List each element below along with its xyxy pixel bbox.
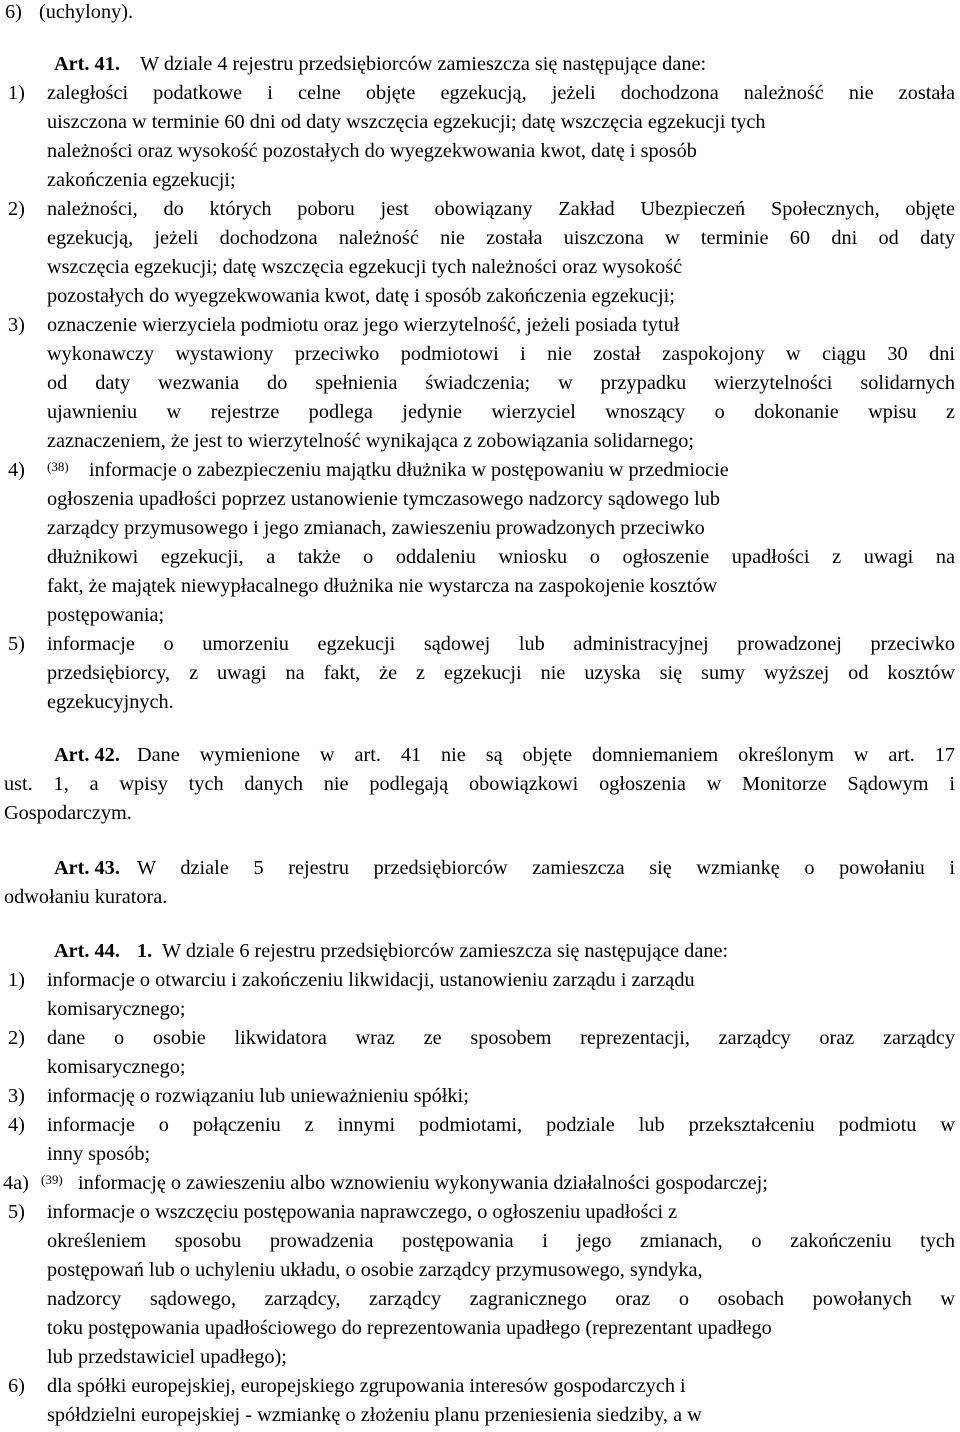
text-line	[0, 311, 960, 340]
item-number: 3)	[8, 1085, 25, 1107]
text-line	[0, 514, 960, 543]
text-line	[0, 195, 960, 224]
item-text: ujawnieniu w rejestrze podlega jedynie wierzyciel wnoszący o dokonanie wpisu z	[47, 401, 955, 423]
item-text: ogłoszenia upadłości poprzez ustanowienie tymczasowego nadzorcy sądowego lub	[47, 488, 721, 510]
item-text: zakończenia egzekucji;	[47, 169, 236, 191]
item-text: informację o rozwiązaniu lub unieważnieniu spółki;	[47, 1085, 469, 1107]
text-line	[0, 427, 960, 456]
text-line	[0, 398, 960, 427]
item-text: fakt, że majątek niewypłacalnego dłużnika nie wystarcza na zaspokojenie kosztów	[47, 575, 718, 597]
item-text: informacje o umorzeniu egzekucji sądowej lub administracyjnej prowadzonej przeciwko	[47, 633, 955, 655]
item-number: 4)	[8, 1114, 25, 1136]
item-text: pozostałych do wyegzekwowania kwot, datę i sposób zakończenia egzekucji;	[47, 285, 675, 307]
item-number: 2)	[8, 198, 25, 220]
text-line	[0, 688, 960, 717]
item-text: toku postępowania upadłościowego do reprezentowania upadłego (reprezentant upadłego	[47, 1317, 772, 1339]
article-text: ust. 1, a wpisy tych danych nie podlegają obowiązkowi ogłoszenia w Monitorze Sądowym i	[4, 773, 955, 795]
text-line	[0, 1372, 960, 1401]
item-text: nadzorcy sądowego, zarządcy, zarządcy zagranicznego oraz o osobach powołanych w	[47, 1288, 955, 1310]
text-line	[0, 1053, 960, 1082]
text-line	[0, 1227, 960, 1256]
item-number: 2)	[8, 1027, 25, 1049]
item-text: dla spółki europejskiej, europejskiego zgrupowania interesów gospodarczych i	[47, 1375, 686, 1397]
text-line	[0, 572, 960, 601]
item-text: inny sposób;	[47, 1143, 151, 1165]
text-line	[0, 108, 960, 137]
item-text: wykonawczy wystawiony przeciwko podmiotowi i nie został zaspokojony w ciągu 30 dni	[47, 343, 955, 365]
item-text: zarządcy przymusowego i jego zmianach, zawieszeniu prowadzonych przeciwko	[47, 517, 705, 539]
item-text: spółdzielni europejskiej - wzmiankę o złożeniu planu przeniesienia siedziby, a w	[47, 1404, 702, 1426]
article-label: Art. 43.	[54, 857, 120, 879]
text-line	[0, 1314, 960, 1343]
text-line	[0, 456, 960, 485]
item-text: (uchylony).	[39, 1, 134, 23]
article-41-heading	[0, 50, 960, 79]
text-line	[0, 630, 960, 659]
item-text: informacje o połączeniu z innymi podmiotami, podziale lub przekształceniu podmiotu w	[47, 1114, 955, 1136]
text-line	[0, 253, 960, 282]
text-line	[0, 966, 960, 995]
text-line	[0, 659, 960, 688]
text-line	[0, 79, 960, 108]
article-text: Dane wymienione w art. 41 nie są objęte domniemaniem określonym w art. 17	[137, 744, 955, 766]
text-line	[0, 137, 960, 166]
text-line	[0, 224, 960, 253]
article-text: W dziale 5 rejestru przedsiębiorców zamieszcza się wzmiankę o powołaniu i	[137, 857, 955, 879]
item-number: 3)	[8, 314, 25, 336]
item-text: należności oraz wysokość pozostałych do wyegzekwowania kwot, datę i sposób	[47, 140, 697, 162]
text-line	[0, 369, 960, 398]
item-text: dane o osobie likwidatora wraz ze sposobem reprezentacji, zarządcy oraz zarządcy	[47, 1027, 955, 1049]
item-text: zaznaczeniem, że jest to wierzytelność wynikająca z zobowiązania solidarnego;	[47, 430, 694, 452]
article-label: Art. 41.	[54, 53, 120, 75]
text-line	[0, 1401, 960, 1430]
article-42-heading	[0, 741, 960, 770]
item-number: 6)	[5, 1, 22, 23]
article-text: Gospodarczym.	[4, 802, 132, 824]
item-text: wszczęcia egzekucji; datę wszczęcia egzekucji tych należności oraz wysokość	[47, 256, 683, 278]
item-text: komisarycznego;	[47, 998, 186, 1020]
item-text: przedsiębiorcy, z uwagi na fakt, że z egzekucji nie uzyska się sumy wyższej od kosztów	[47, 662, 955, 684]
item-text: egzekucyjnych.	[47, 691, 174, 713]
article-label: Art. 42.	[54, 744, 120, 766]
item-number: 1)	[8, 82, 25, 104]
article-label: Art. 44.	[54, 940, 120, 962]
item-text: informację o zawieszeniu albo wznowieniu wykonywania działalności gospodarczej;	[78, 1172, 768, 1194]
item-number: 4a)	[3, 1172, 29, 1194]
item-text: należności, do których poboru jest obowiązany Zakład Ubezpieczeń Społecznych, objęte	[47, 198, 955, 220]
item-text: informacje o wszczęciu postępowania naprawczego, o ogłoszeniu upadłości z	[47, 1201, 678, 1223]
item-text: od daty wezwania do spełnienia świadczenia; w przypadku wierzytelności solidarnych	[47, 372, 955, 394]
text-line	[0, 1024, 960, 1053]
item-number: 6)	[8, 1375, 25, 1397]
text-line	[0, 799, 960, 828]
article-intro: W dziale 6 rejestru przedsiębiorców zamieszcza się następujące dane:	[162, 940, 729, 962]
footnote-ref: (38)	[47, 459, 69, 474]
text-line	[0, 1082, 960, 1111]
text-line	[0, 601, 960, 630]
text-line	[0, 1285, 960, 1314]
text-line	[0, 1256, 960, 1285]
footnote-ref: (39)	[41, 1172, 63, 1187]
text-line	[0, 282, 960, 311]
item-text: komisarycznego;	[47, 1056, 186, 1078]
text-line	[0, 340, 960, 369]
item-text: określeniem sposobu prowadzenia postępowania i jego zmianach, o zakończeniu tych	[47, 1230, 955, 1252]
text-line	[0, 1169, 960, 1198]
item-text: egzekucją, jeżeli dochodzona należność nie została uiszczona w terminie 60 dni od daty	[47, 227, 955, 249]
item-number: 5)	[8, 1201, 25, 1223]
text-line	[0, 166, 960, 195]
text-line	[0, 1140, 960, 1169]
article-43-heading	[0, 854, 960, 883]
item-text: lub przedstawiciel upadłego);	[47, 1346, 287, 1368]
item-number: 4)	[8, 459, 25, 481]
item-text: uiszczona w terminie 60 dni od daty wszczęcia egzekucji; datę wszczęcia egzekucji tych	[47, 111, 766, 133]
text-line	[0, 1198, 960, 1227]
item-text: postępowań lub o uchyleniu układu, o osobie zarządcy przymusowego, syndyka,	[47, 1259, 703, 1281]
article-44-heading	[0, 937, 960, 966]
text-line	[0, 0, 960, 27]
item-number: 5)	[8, 633, 25, 655]
item-text: informacje o zabezpieczeniu majątku dłużnika w postępowaniu w przedmiocie	[89, 459, 729, 481]
text-line	[0, 1111, 960, 1140]
item-number: 1)	[8, 969, 25, 991]
text-line	[0, 543, 960, 572]
item-text: oznaczenie wierzyciela podmiotu oraz jego wierzytelność, jeżeli posiada tytuł	[47, 314, 680, 336]
article-intro: W dziale 4 rejestru przedsiębiorców zamieszcza się następujące dane:	[140, 53, 707, 75]
text-line	[0, 995, 960, 1024]
article-text: odwołaniu kuratora.	[4, 886, 168, 908]
text-line	[0, 1343, 960, 1372]
item-text: zaległości podatkowe i celne objęte egzekucją, jeżeli dochodzona należność nie została	[47, 82, 955, 104]
item-text: dłużnikowi egzekucji, a także o oddaleniu wniosku o ogłoszenie upadłości z uwagi na	[47, 546, 955, 568]
article-paragraph-number: 1.	[137, 940, 153, 962]
item-text: postępowania;	[47, 604, 165, 626]
text-line	[0, 770, 960, 799]
item-text: informacje o otwarciu i zakończeniu likwidacji, ustanowieniu zarządu i zarządu	[47, 969, 695, 991]
text-line	[0, 485, 960, 514]
text-line	[0, 883, 960, 912]
